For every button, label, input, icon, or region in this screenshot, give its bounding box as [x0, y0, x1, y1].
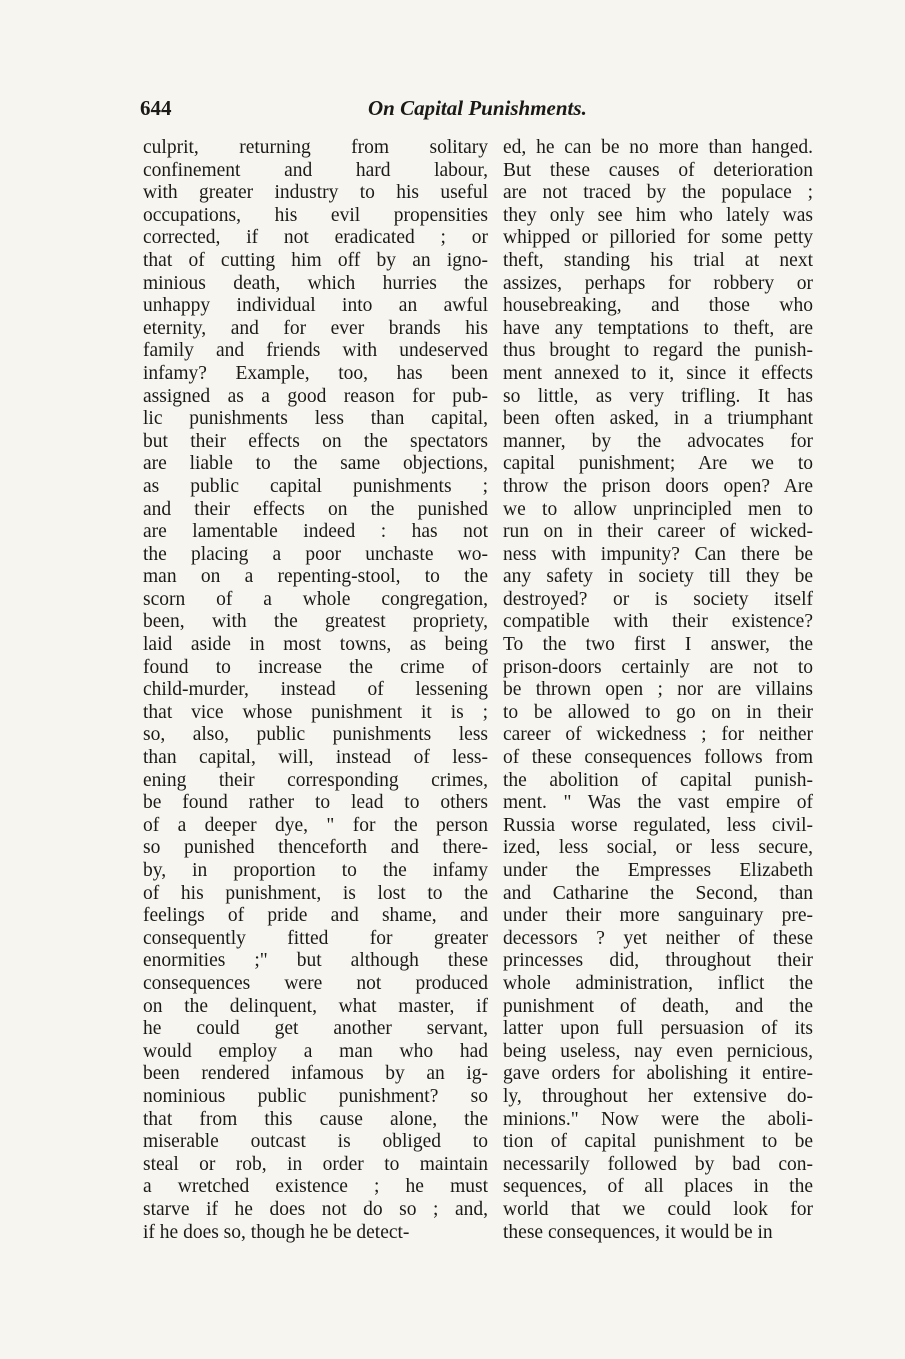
text-line: these consequences, it would be in: [503, 1221, 773, 1243]
text-line: as public capital punishments ;: [143, 475, 488, 497]
text-line: thus brought to regard the punish-: [503, 340, 813, 362]
text-line: gave orders for abolishing it entire-: [503, 1063, 813, 1085]
text-line: been rendered infamous by an ig-: [143, 1063, 488, 1085]
text-line: lic punishments less than capital,: [143, 408, 488, 430]
text-line: he could get another servant,: [143, 1018, 488, 1040]
text-line: capital punishment; Are we to: [503, 453, 813, 475]
text-line: on the delinquent, what master, if: [143, 995, 488, 1017]
text-line: confinement and hard labour,: [143, 159, 488, 181]
text-line: be thrown open ; nor are villains: [503, 679, 813, 701]
text-line: ening their corresponding crimes,: [143, 769, 488, 791]
text-line: princesses did, throughout their: [503, 950, 813, 972]
text-line: housebreaking, and those who: [503, 295, 813, 317]
text-line: latter upon full persuasion of its: [503, 1018, 813, 1040]
text-line: decessors ? yet neither of these: [503, 927, 813, 949]
text-line: to be allowed to go on in their: [503, 701, 813, 723]
text-line: that of cutting him off by an igno-: [143, 249, 488, 271]
text-line: ed, he can be no more than hanged.: [503, 137, 813, 158]
text-line: throw the prison doors open? Are: [503, 475, 813, 497]
right-column: [503, 137, 813, 1244]
text-line: and Catharine the Second, than: [503, 882, 813, 904]
text-line: of a deeper dye, " for the person: [143, 814, 488, 836]
text-line: run on in their career of wicked-: [503, 521, 813, 543]
text-line: consequently fitted for greater: [143, 927, 488, 949]
text-line: that vice whose punishment it is ;: [143, 701, 488, 723]
text-line: of these consequences follows from: [503, 747, 813, 769]
text-line: To the two first I answer, the: [503, 634, 813, 656]
text-line: eternity, and for ever brands his: [143, 317, 488, 339]
text-line: but their effects on the spectators: [143, 430, 488, 452]
text-line: prison-doors certainly are not to: [503, 656, 813, 678]
text-line: ment. " Was the vast empire of: [503, 792, 813, 814]
text-line: infamy? Example, too, has been: [143, 362, 488, 384]
left-column: [143, 137, 488, 1244]
text-line: any safety in society till they be: [503, 566, 813, 588]
text-line: under the Empresses Elizabeth: [503, 860, 813, 881]
text-line: that from this cause alone, the: [143, 1108, 488, 1130]
text-line: been often asked, in a triumphant: [503, 408, 813, 430]
text-line: being useless, nay even pernicious,: [503, 1040, 813, 1062]
text-line: corrected, if not eradicated ; or: [143, 227, 488, 249]
text-line: culprit, returning from solitary: [143, 137, 488, 158]
text-line: so little, as very trifling. It has: [503, 385, 813, 407]
text-line: we to allow unprincipled men to: [503, 498, 813, 520]
text-line: laid aside in most towns, as being: [143, 634, 488, 656]
text-line: career of wickedness ; for neither: [503, 724, 813, 746]
text-line: have any temptations to theft, are: [503, 317, 813, 339]
text-line: a wretched existence ; he must: [143, 1176, 488, 1198]
text-line: the placing a poor unchaste wo-: [143, 543, 488, 565]
text-line: destroyed? or is society itself: [503, 588, 813, 610]
text-line: are lamentable indeed : has not: [143, 521, 488, 543]
text-line: feelings of pride and shame, and: [143, 905, 488, 927]
text-line: tion of capital punishment to be: [503, 1131, 813, 1153]
text-line: ness with impunity? Can there be: [503, 543, 813, 565]
text-line: compatible with their existence?: [503, 611, 813, 633]
text-line: so punished thenceforth and there-: [143, 837, 488, 859]
text-line: minions." Now were the aboli-: [503, 1108, 813, 1130]
text-line: if he does so, though he be detect-: [143, 1221, 410, 1243]
text-line: But these causes of deterioration: [503, 159, 813, 181]
text-line: been, with the greatest propriety,: [143, 611, 488, 633]
text-line: sequences, of all places in the: [503, 1176, 813, 1198]
text-line: miserable outcast is obliged to: [143, 1131, 488, 1153]
text-line: would employ a man who had: [143, 1040, 488, 1062]
text-line: are not traced by the populace ;: [503, 182, 813, 204]
text-line: and their effects on the punished: [143, 498, 488, 520]
text-line: occupations, his evil propensities: [143, 204, 488, 226]
text-line: man on a repenting-stool, to the: [143, 566, 488, 588]
text-line: ly, throughout her extensive do-: [503, 1085, 813, 1107]
text-line: under their more sanguinary pre-: [503, 905, 813, 927]
text-line: ment annexed to it, since it effects: [503, 362, 813, 384]
text-line: manner, by the advocates for: [503, 430, 813, 452]
text-line: Russia worse regulated, less civil-: [503, 814, 813, 836]
text-line: assigned as a good reason for pub-: [143, 385, 488, 407]
text-line: nominious public punishment? so: [143, 1085, 488, 1107]
text-line: so, also, public punishments less: [143, 724, 488, 746]
text-line: necessarily followed by bad con-: [503, 1153, 813, 1175]
text-line: child-murder, instead of lessening: [143, 679, 488, 701]
text-line: be found rather to lead to others: [143, 792, 488, 814]
text-line: are liable to the same objections,: [143, 453, 488, 475]
text-line: whole administration, inflict the: [503, 972, 813, 994]
text-line: world that we could look for: [503, 1198, 813, 1220]
text-line: unhappy individual into an awful: [143, 295, 488, 317]
text-line: whipped or pilloried for some petty: [503, 227, 813, 249]
text-line: minious death, which hurries the: [143, 272, 488, 294]
text-line: found to increase the crime of: [143, 656, 488, 678]
text-line: starve if he does not do so ; and,: [143, 1198, 488, 1220]
page-header: [140, 96, 820, 124]
text-line: steal or rob, in order to maintain: [143, 1153, 488, 1175]
text-line: enormities ;" but although these: [143, 950, 488, 972]
text-line: consequences were not produced: [143, 972, 488, 994]
text-line: the abolition of capital punish-: [503, 769, 813, 791]
text-line: than capital, will, instead of less-: [143, 747, 488, 769]
text-line: assizes, perhaps for robbery or: [503, 272, 813, 294]
running-title: On Capital Punishments.: [368, 96, 587, 120]
text-line: they only see him who lately was: [503, 204, 813, 226]
text-line: ized, less social, or less secure,: [503, 837, 813, 859]
page-number: 644: [140, 96, 172, 120]
text-line: family and friends with undeserved: [143, 340, 488, 362]
text-line: theft, standing his trial at next: [503, 249, 813, 271]
text-line: of his punishment, is lost to the: [143, 882, 488, 904]
text-line: by, in proportion to the infamy: [143, 860, 488, 881]
text-line: scorn of a whole congregation,: [143, 588, 488, 610]
text-line: punishment of death, and the: [503, 995, 813, 1017]
text-line: with greater industry to his useful: [143, 182, 488, 204]
